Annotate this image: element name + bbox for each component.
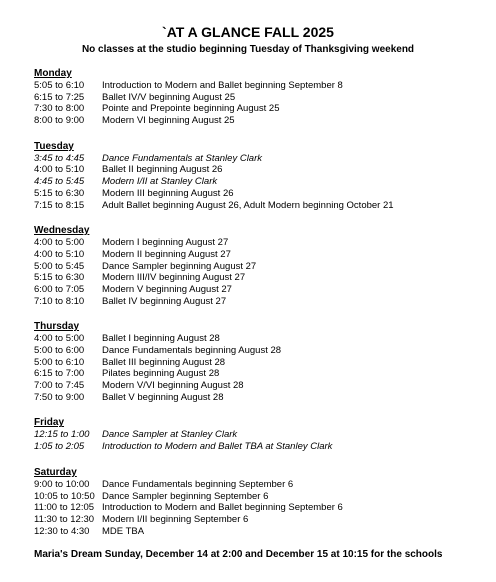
day-section-tuesday <box>34 141 474 211</box>
class-description: Modern VI beginning August 25 <box>102 115 235 127</box>
class-time: 5:05 to 6:10 <box>34 80 85 91</box>
class-description: Ballet II beginning August 26 <box>102 164 223 176</box>
class-row <box>34 237 474 249</box>
class-time: 8:00 to 9:00 <box>34 115 85 127</box>
class-time: 4:00 to 5:10 <box>34 248 85 260</box>
class-row <box>34 479 474 491</box>
day-heading: Monday <box>34 68 72 79</box>
class-description: Ballet III beginning August 28 <box>102 356 226 368</box>
class-row <box>34 357 474 369</box>
class-row <box>34 333 474 345</box>
class-description: Ballet IV beginning August 27 <box>102 295 227 307</box>
class-description: Modern V/VI beginning August 28 <box>102 380 244 392</box>
class-description: Modern III beginning August 26 <box>102 187 234 199</box>
class-time: 6:15 to 7:25 <box>34 91 85 103</box>
class-row <box>34 429 474 441</box>
class-time: 3:45 to 4:45 <box>34 152 85 164</box>
class-time: 12:30 to 4:30 <box>34 525 90 537</box>
class-time: 4:45 to 5:45 <box>34 176 85 188</box>
class-row <box>34 502 474 514</box>
class-description: Dance Fundamentals beginning September 6 <box>102 478 294 490</box>
class-description: Introduction to Modern and Ballet TBA at Stanley Clark <box>102 441 333 453</box>
class-description: Ballet IV/V beginning August 25 <box>102 91 236 103</box>
class-row <box>34 80 474 92</box>
class-row <box>34 200 474 212</box>
class-description: Modern V beginning August 27 <box>102 283 232 295</box>
class-row <box>34 284 474 296</box>
day-section-monday <box>34 68 474 127</box>
class-description: Introduction to Modern and Ballet beginning September 8 <box>102 80 343 91</box>
class-row <box>34 296 474 308</box>
class-time: 5:00 to 6:10 <box>34 356 85 368</box>
class-time: 7:10 to 8:10 <box>34 295 85 307</box>
class-time: 5:15 to 6:30 <box>34 272 85 284</box>
footer-note: Maria's Dream Sunday, December 14 at 2:00 and December 15 at 10:15 for the schools <box>34 549 443 560</box>
class-row <box>34 368 474 380</box>
class-time: 7:30 to 8:00 <box>34 103 85 115</box>
class-time: 6:00 to 7:05 <box>34 283 85 295</box>
class-row <box>34 261 474 273</box>
class-time: 12:15 to 1:00 <box>34 429 90 441</box>
class-row <box>34 188 474 200</box>
class-time: 7:15 to 8:15 <box>34 199 85 211</box>
class-row <box>34 92 474 104</box>
class-row <box>34 103 474 115</box>
class-description: Adult Ballet beginning August 26, Adult Modern beginning October 21 <box>102 199 394 211</box>
class-time: 10:05 to 10:50 <box>34 490 95 502</box>
class-row <box>34 491 474 503</box>
day-heading: Wednesday <box>34 225 90 237</box>
class-row <box>34 392 474 404</box>
class-description: Ballet I beginning August 28 <box>102 333 220 345</box>
page-title: `AT A GLANCE FALL 2025 <box>162 24 334 40</box>
class-time: 5:00 to 6:00 <box>34 345 85 356</box>
class-time: 6:15 to 7:00 <box>34 368 85 380</box>
class-row <box>34 441 474 453</box>
class-row <box>34 514 474 526</box>
day-heading: Friday <box>34 417 65 429</box>
class-description: Dance Sampler at Stanley Clark <box>102 429 238 441</box>
class-time: 5:00 to 5:45 <box>34 260 85 272</box>
class-description: MDE TBA <box>102 525 145 537</box>
class-description: Modern I/II beginning September 6 <box>102 513 249 525</box>
class-row <box>34 176 474 188</box>
class-description: Dance Sampler beginning August 27 <box>102 260 257 272</box>
day-heading: Tuesday <box>34 140 74 152</box>
schedule <box>34 68 474 551</box>
class-description: Modern III/IV beginning August 27 <box>102 272 246 284</box>
class-time: 11:30 to 12:30 <box>34 513 95 525</box>
day-section-wednesday <box>34 225 474 307</box>
class-time: 5:15 to 6:30 <box>34 187 85 199</box>
class-time: 4:00 to 5:00 <box>34 237 85 249</box>
class-time: 7:50 to 9:00 <box>34 391 85 403</box>
class-description: Pilates beginning August 28 <box>102 368 220 380</box>
day-section-friday <box>34 417 474 452</box>
page-subtitle: No classes at the studio beginning Tuesday of Thanksgiving weekend <box>81 44 415 55</box>
class-time: 7:00 to 7:45 <box>34 380 85 392</box>
class-time: 4:00 to 5:10 <box>34 164 85 176</box>
class-description: Dance Sampler beginning September 6 <box>102 490 269 502</box>
class-description: Pointe and Prepointe beginning August 25 <box>102 103 280 115</box>
class-row <box>34 272 474 284</box>
class-description: Modern I beginning August 27 <box>102 237 229 249</box>
class-row <box>34 164 474 176</box>
class-row <box>34 249 474 261</box>
class-row <box>34 115 474 127</box>
day-heading: Saturday <box>34 466 77 478</box>
class-row <box>34 153 474 165</box>
class-row <box>34 345 474 357</box>
class-description: Dance Fundamentals beginning August 28 <box>102 345 282 356</box>
class-description: Modern II beginning August 27 <box>102 248 231 260</box>
class-time: 1:05 to 2:05 <box>34 441 85 453</box>
day-section-saturday <box>34 467 474 537</box>
class-description: Introduction to Modern and Ballet beginning September 6 <box>102 502 343 514</box>
day-section-thursday <box>34 321 474 403</box>
class-time: 4:00 to 5:00 <box>34 333 85 345</box>
class-description: Ballet V beginning August 28 <box>102 391 224 403</box>
class-time: 11:00 to 12:05 <box>34 502 95 514</box>
class-description: Modern I/II at Stanley Clark <box>102 176 218 188</box>
class-time: 9:00 to 10:00 <box>34 478 90 490</box>
class-row <box>34 526 474 538</box>
day-heading: Thursday <box>34 321 80 333</box>
class-description: Dance Fundamentals at Stanley Clark <box>102 152 262 164</box>
class-row <box>34 380 474 392</box>
